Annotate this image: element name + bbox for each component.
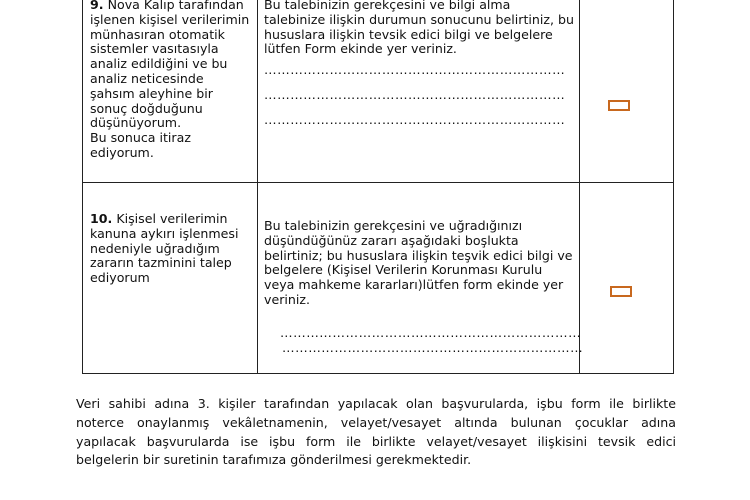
- table-border-left: [82, 0, 83, 374]
- row9-number: 9.: [90, 0, 104, 12]
- row9-fill-line-3[interactable]: ……………………………………………………………: [264, 111, 566, 127]
- footer-paragraph: Veri sahibi adına 3. kişiler tarafından yapılacak olan başvurularda, işbu form ile birlikte noterce onaylanmış vekâletnamenin, velayet/vesayet altında bulunan çocuklar adına yapılacak başvurularda ise işbu form ile birlikte velayet/vesayet ilişkisini tevsik edici belgelerin bir suretinin tarafımıza gönderilmesi gerekmektedir.: [76, 396, 676, 468]
- row10-checkbox[interactable]: [610, 286, 632, 297]
- row-separator: [82, 182, 674, 183]
- row10-instructions: Bu talebinizin gerekçesini ve uğradığınızı düşündüğünüz zararı aşağıdaki boşlukta belirtiniz; bu hususlara ilişkin teşvik edici bilgi ve belgelere (Kişisel Verilerin Korunması Kurulu veya mahkeme kararları)lütfen form ekinde yer veriniz. …………………………………………………………… ……………………………………………………………: [264, 218, 584, 355]
- row9-fill-line-2[interactable]: ……………………………………………………………: [264, 86, 566, 102]
- table-border-right: [673, 0, 674, 374]
- row9-checkbox[interactable]: [608, 100, 630, 111]
- row10-fill-line-2[interactable]: ……………………………………………………………: [282, 339, 584, 355]
- row9-description: 9. Nova Kalıp tarafından işlenen kişisel verilerimin münhasıran otomatik sistemler vasıtasıyla analiz edildiğini ve bu analiz neticesinde şahsım aleyhine bir sonuç doğduğunu düşünüyorum. Bu sonuca itiraz ediyorum.: [90, 0, 260, 161]
- row10-number: 10.: [90, 211, 113, 226]
- row10-fill-line-1[interactable]: ……………………………………………………………: [280, 324, 582, 340]
- row9-instructions: Bu talebinizin gerekçesini ve bilgi alma talebinize ilişkin durumun sonucunu belirtiniz, bu hususlara ilişkin tevsik edici bilgi ve belgelere lütfen Form ekinde yer veriniz. …………………………………………………………… …………………………………………………………… ……………………………………………………………: [264, 0, 582, 128]
- row10-description: 10. Kişisel verilerimin kanuna aykırı işlenmesi nedeniyle uğradığım zararın tazminini talep ediyorum: [90, 211, 239, 286]
- row9-fill-line-1[interactable]: ……………………………………………………………: [264, 62, 566, 78]
- table-border-bottom: [82, 373, 674, 374]
